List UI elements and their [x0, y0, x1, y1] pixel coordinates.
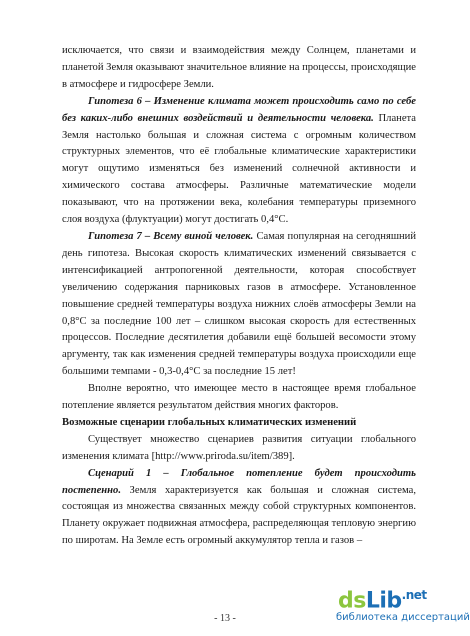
hypothesis-7-title: Гипотеза 7 – Всему виной человек. [88, 230, 254, 242]
dslib-subtitle: библиотека диссертаций [336, 612, 470, 623]
paragraph-hypothesis-6: Гипотеза 6 – Изменение климата может происходить само по себе без каких-либо внешних воздействий и деятельности человека. Планета Земля настолько большая и сложная система с огромным количеством структурных элементов, что её глобальные климатические характеристики могут ощутимо изменяться без изменений солнечной активности и химического состава атмосферы. Различные математические модели показывают, что на протяжении века, колебания температуры приземного слоя воздуха (флуктуации) могут достигать 0,4°С. [62, 95, 416, 226]
hypothesis-6-title: Гипотеза 6 – Изменение климата может происходить само по себе без каких-либо внешних воздействий и деятельности человека. [62, 95, 416, 124]
scenario-1-title: Сценарий 1 – Глобальное потепление будет происходить постепенно. [62, 467, 416, 496]
paragraph-conclusion: Вполне вероятно, что имеющее место в настоящее время глобальное потепление является результатом действия многих факторов. [62, 383, 416, 412]
page-number: - 13 - [214, 613, 236, 624]
dslib-logo: dsLib$^{.net}$ [338, 588, 427, 614]
paragraph-scenarios-intro: Существует множество сценариев развития ситуации глобального изменения климата [http://www.priroda.su/item/389]. [62, 433, 416, 462]
paragraph-scenario-1: Сценарий 1 – Глобальное потепление будет происходить постепенно. Земля характеризуется как большая и сложная система, состоящая из множества связанных между собой структурных компонентов. Планету окружает подвижная атмосфера, распределяющая тепловую энергию по широтам. На Земле есть огромный аккумулятор тепла и газов – [62, 467, 416, 547]
dslib-watermark[interactable] [336, 582, 470, 636]
section-heading: Возможные сценарии глобальных климатических изменений [62, 416, 357, 428]
paragraph-hypothesis-7: Гипотеза 7 – Всему виной человек. Самая популярная на сегодняшний день гипотеза. Высокая скорость климатических изменений связывается с интенсификацией антропогенной деятельности, которая способствует увеличению содержания парниковых газов в атмосфере. Установленное повышение средней температуры воздуха нижних слоёв атмосферы Земли на 0,8°С за последние 100 лет – слишком высокая скорость для естественных процессов. Последние десятилетия добавили ещё большей весомости этому аргументу, так как изменения средней температуры воздуха происходили еще большими темпами - 0,3-0,4°С за последние 15 лет! [62, 230, 417, 378]
body-text [62, 43, 416, 550]
paragraph-1: исключается, что связи и взаимодействия между Солнцем, планетами и планетой Земля оказывают значительное влияние на процессы, происходящие в атмосфере и гидросфере Земли. [62, 45, 416, 90]
